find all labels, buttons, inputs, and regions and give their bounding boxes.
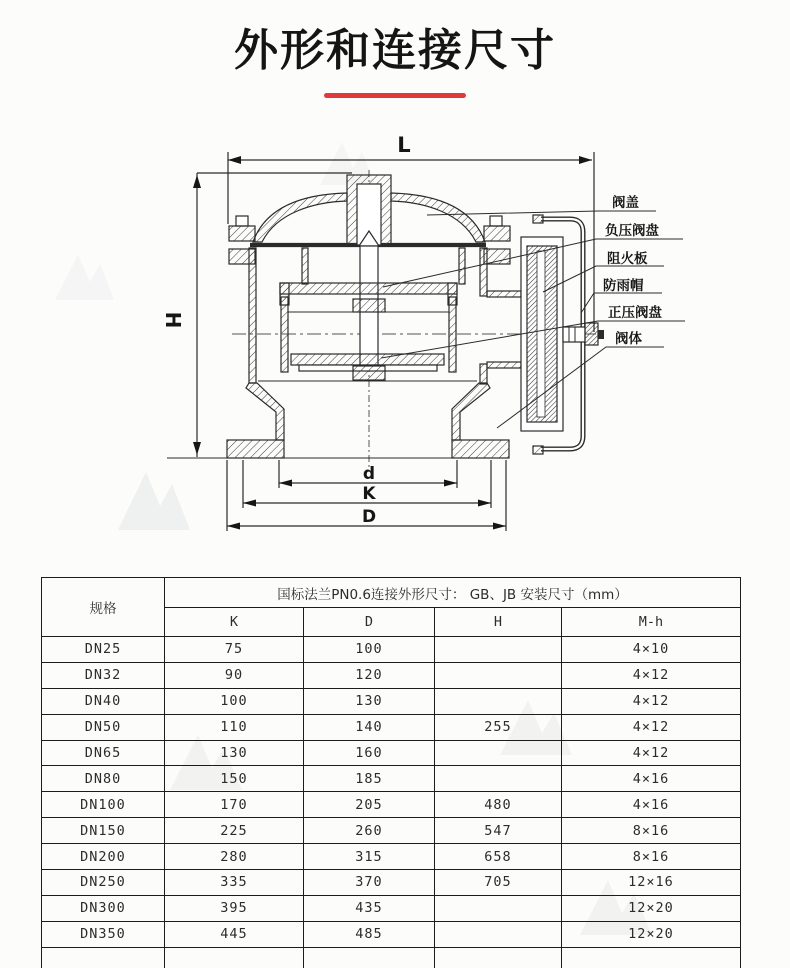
table-header-row-1 bbox=[42, 578, 741, 608]
dim-label-H: H bbox=[161, 311, 185, 329]
cell-D: 140 bbox=[304, 714, 435, 740]
cell-spec: DN300 bbox=[42, 895, 165, 921]
cell-K: 225 bbox=[165, 818, 304, 844]
header-col-D: D bbox=[304, 608, 435, 637]
cell-K: 170 bbox=[165, 792, 304, 818]
cell-Mh: 4×12 bbox=[562, 740, 741, 766]
cell-K: 335 bbox=[165, 870, 304, 896]
header-group: 国标法兰PN0.6连接外形尺寸： GB、JB 安装尺寸（mm） bbox=[165, 578, 741, 608]
cell-D: 370 bbox=[304, 870, 435, 896]
table-row-clipped bbox=[42, 947, 741, 968]
table-row bbox=[42, 740, 741, 766]
cell-H bbox=[435, 921, 562, 947]
cell-Mh: 4×16 bbox=[562, 766, 741, 792]
cell-spec: DN80 bbox=[42, 766, 165, 792]
cell-K: 395 bbox=[165, 895, 304, 921]
table-row bbox=[42, 921, 741, 947]
cell-K: 445 bbox=[165, 921, 304, 947]
cell-Mh: 4×12 bbox=[562, 714, 741, 740]
cell-H: 547 bbox=[435, 818, 562, 844]
dim-label-D: D bbox=[361, 507, 377, 527]
table-row bbox=[42, 637, 741, 663]
cell-K: 90 bbox=[165, 662, 304, 688]
cell-Mh: 4×10 bbox=[562, 637, 741, 663]
cell-H bbox=[435, 637, 562, 663]
cell-D: 435 bbox=[304, 895, 435, 921]
cell-D: 160 bbox=[304, 740, 435, 766]
cell-K: 110 bbox=[165, 714, 304, 740]
cell-H bbox=[435, 895, 562, 921]
cell-spec: DN150 bbox=[42, 818, 165, 844]
cell-H: 255 bbox=[435, 714, 562, 740]
cell-spec: DN100 bbox=[42, 792, 165, 818]
part-label-positive-pressure-disc: 正压阀盘 bbox=[608, 305, 662, 321]
table-row bbox=[42, 662, 741, 688]
flame-arrestor-assembly bbox=[521, 215, 604, 454]
dimension-table bbox=[41, 577, 741, 968]
page-title: 外形和连接尺寸 bbox=[234, 25, 556, 76]
cell-D: 205 bbox=[304, 792, 435, 818]
cell-D: 100 bbox=[304, 637, 435, 663]
table-row bbox=[42, 818, 741, 844]
cell-spec: DN350 bbox=[42, 921, 165, 947]
cell-D: 260 bbox=[304, 818, 435, 844]
part-label-flame-arrestor-plate: 阻火板 bbox=[607, 251, 648, 267]
cell-Mh: 12×20 bbox=[562, 921, 741, 947]
cell-H bbox=[435, 688, 562, 714]
cell-H bbox=[435, 740, 562, 766]
cell-D: 130 bbox=[304, 688, 435, 714]
cell-K: 130 bbox=[165, 740, 304, 766]
cell-Mh: 4×12 bbox=[562, 688, 741, 714]
dimension-dKD bbox=[227, 460, 506, 531]
cell-K: 150 bbox=[165, 766, 304, 792]
cell-spec: DN25 bbox=[42, 637, 165, 663]
cell-K: 280 bbox=[165, 844, 304, 870]
cell-Mh: 4×16 bbox=[562, 792, 741, 818]
header-spec: 规格 bbox=[42, 578, 165, 637]
dim-label-K: K bbox=[362, 484, 376, 504]
cell-spec: DN32 bbox=[42, 662, 165, 688]
header-col-K: K bbox=[165, 608, 304, 637]
title-accent-bar bbox=[324, 93, 466, 98]
cell-H: 658 bbox=[435, 844, 562, 870]
cell-H: 480 bbox=[435, 792, 562, 818]
cell-H bbox=[435, 662, 562, 688]
cell-D: 120 bbox=[304, 662, 435, 688]
cell-H bbox=[435, 766, 562, 792]
cell-Mh: 4×12 bbox=[562, 662, 741, 688]
cell-Mh: 12×20 bbox=[562, 895, 741, 921]
cell-D: 185 bbox=[304, 766, 435, 792]
cell-Mh: 12×16 bbox=[562, 870, 741, 896]
part-label-negative-pressure-disc: 负压阀盘 bbox=[605, 223, 659, 239]
cell-Mh: 8×16 bbox=[562, 844, 741, 870]
table-row bbox=[42, 766, 741, 792]
dim-label-L: L bbox=[397, 133, 411, 157]
cell-spec: DN50 bbox=[42, 714, 165, 740]
cell-Mh: 8×16 bbox=[562, 818, 741, 844]
valve-body bbox=[167, 175, 521, 458]
header-col-H: H bbox=[435, 608, 562, 637]
header-col-Mh: M-h bbox=[562, 608, 741, 637]
table-row bbox=[42, 688, 741, 714]
cell-spec: DN40 bbox=[42, 688, 165, 714]
dim-label-d: d bbox=[362, 464, 376, 484]
cell-spec: DN250 bbox=[42, 870, 165, 896]
part-label-valve-cover: 阀盖 bbox=[612, 195, 639, 211]
table-row bbox=[42, 714, 741, 740]
cell-K: 100 bbox=[165, 688, 304, 714]
cell-D: 315 bbox=[304, 844, 435, 870]
table-row bbox=[42, 870, 741, 896]
cell-spec: DN65 bbox=[42, 740, 165, 766]
header bbox=[0, 14, 790, 98]
part-label-valve-body: 阀体 bbox=[615, 331, 642, 347]
cell-H: 705 bbox=[435, 870, 562, 896]
table-row bbox=[42, 895, 741, 921]
cell-spec: DN200 bbox=[42, 844, 165, 870]
part-label-rain-cap: 防雨帽 bbox=[603, 278, 644, 294]
table-row bbox=[42, 792, 741, 818]
table-row bbox=[42, 844, 741, 870]
cell-K: 75 bbox=[165, 637, 304, 663]
cell-D: 485 bbox=[304, 921, 435, 947]
